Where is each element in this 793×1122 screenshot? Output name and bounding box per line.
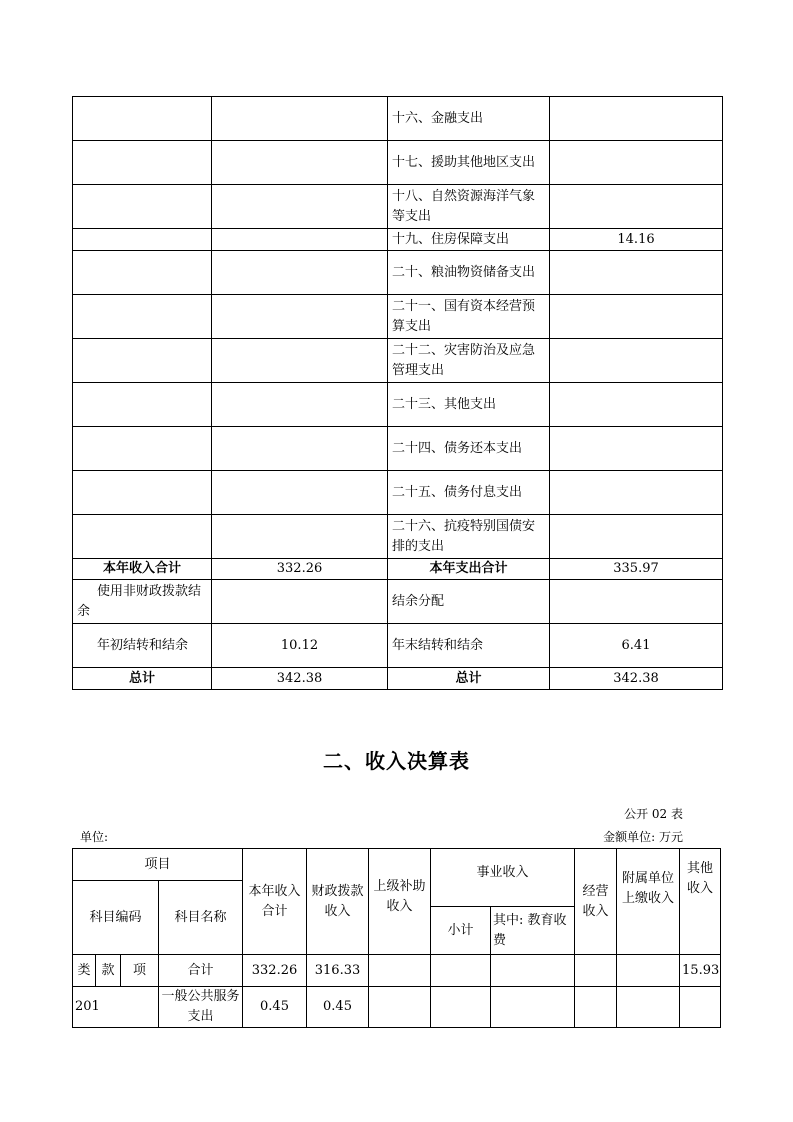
table-row xyxy=(73,339,723,383)
expense-item: 二十五、债务付息支出 xyxy=(388,471,550,515)
header-education: 其中: 教育收费 xyxy=(491,907,575,955)
income-table xyxy=(72,848,721,1028)
expense-item: 十七、援助其他地区支出 xyxy=(388,141,550,185)
table-row xyxy=(73,580,723,624)
header-affiliated: 附属单位上缴收入 xyxy=(617,849,680,955)
begin-value: 10.12 xyxy=(212,624,388,668)
grand-total-label: 总计 xyxy=(73,668,212,690)
table-row xyxy=(73,668,723,690)
expense-item: 二十一、国有资本经营预算支出 xyxy=(388,295,550,339)
housing-value: 14.16 xyxy=(550,229,723,251)
surplus-dist-label: 结余分配 xyxy=(388,580,550,624)
header-total-income: 本年收入合计 xyxy=(243,849,307,955)
table-row xyxy=(73,251,723,295)
row-total: 0.45 xyxy=(243,987,307,1028)
begin-label: 年初结转和结余 xyxy=(73,624,212,668)
header-fiscal: 财政拨款收入 xyxy=(307,849,369,955)
expense-item: 十六、金融支出 xyxy=(388,97,550,141)
header-subject-name: 科目名称 xyxy=(159,881,243,955)
sum-total: 332.26 xyxy=(243,955,307,987)
table-row xyxy=(73,987,721,1028)
expense-item: 二十四、债务还本支出 xyxy=(388,427,550,471)
sum-label: 合计 xyxy=(159,955,243,987)
section-title: 二、收入决算表 xyxy=(323,749,470,773)
header-item: 项目 xyxy=(73,849,243,881)
expense-total-label: 本年支出合计 xyxy=(388,559,550,580)
grand-total-label: 总计 xyxy=(388,668,550,690)
income-total-label: 本年收入合计 xyxy=(73,559,212,580)
expense-item: 二十三、其他支出 xyxy=(388,383,550,427)
header-subtotal: 小计 xyxy=(431,907,491,955)
row-fiscal: 0.45 xyxy=(307,987,369,1028)
form-number: 公开 02 表 xyxy=(624,807,683,821)
unit-label: 单位: xyxy=(80,830,109,844)
expense-item: 十九、住房保障支出 xyxy=(388,229,550,251)
grand-total-value: 342.38 xyxy=(212,668,388,690)
header-kuan: 款 xyxy=(96,955,121,987)
end-label: 年末结转和结余 xyxy=(388,624,550,668)
table-header-row xyxy=(73,849,721,881)
row-name: 一般公共服务支出 xyxy=(159,987,243,1028)
header-xiang: 项 xyxy=(121,955,159,987)
income-total-value: 332.26 xyxy=(212,559,388,580)
table-row xyxy=(73,559,723,580)
table-row xyxy=(73,427,723,471)
header-institution: 事业收入 xyxy=(431,849,575,907)
nonfiscal-label: 使用非财政拨款结余 xyxy=(73,580,212,624)
table-row xyxy=(73,185,723,229)
table-row xyxy=(73,515,723,559)
expense-item: 二十、粮油物资储备支出 xyxy=(388,251,550,295)
row-code: 201 xyxy=(73,987,159,1028)
expense-total-value: 335.97 xyxy=(550,559,723,580)
table-row xyxy=(73,141,723,185)
amount-unit: 金额单位: 万元 xyxy=(603,830,683,844)
sum-other: 15.93 xyxy=(680,955,721,987)
end-value: 6.41 xyxy=(550,624,723,668)
table-row xyxy=(73,229,723,251)
header-lei: 类 xyxy=(73,955,96,987)
table-row xyxy=(73,471,723,515)
expense-item: 十八、自然资源海洋气象等支出 xyxy=(388,185,550,229)
sum-fiscal: 316.33 xyxy=(307,955,369,987)
expense-item: 二十二、灾害防治及应急管理支出 xyxy=(388,339,550,383)
table-row xyxy=(73,295,723,339)
grand-total-value: 342.38 xyxy=(550,668,723,690)
table-row xyxy=(73,97,723,141)
expense-item: 二十六、抗疫特别国债安排的支出 xyxy=(388,515,550,559)
header-subject-code: 科目编码 xyxy=(73,881,159,955)
header-other: 其他收入 xyxy=(680,849,721,955)
table-row xyxy=(73,955,721,987)
table-row xyxy=(73,383,723,427)
header-business: 经营收入 xyxy=(575,849,617,955)
header-superior: 上级补助收入 xyxy=(369,849,431,955)
summary-table xyxy=(72,96,723,690)
table-row xyxy=(73,624,723,668)
